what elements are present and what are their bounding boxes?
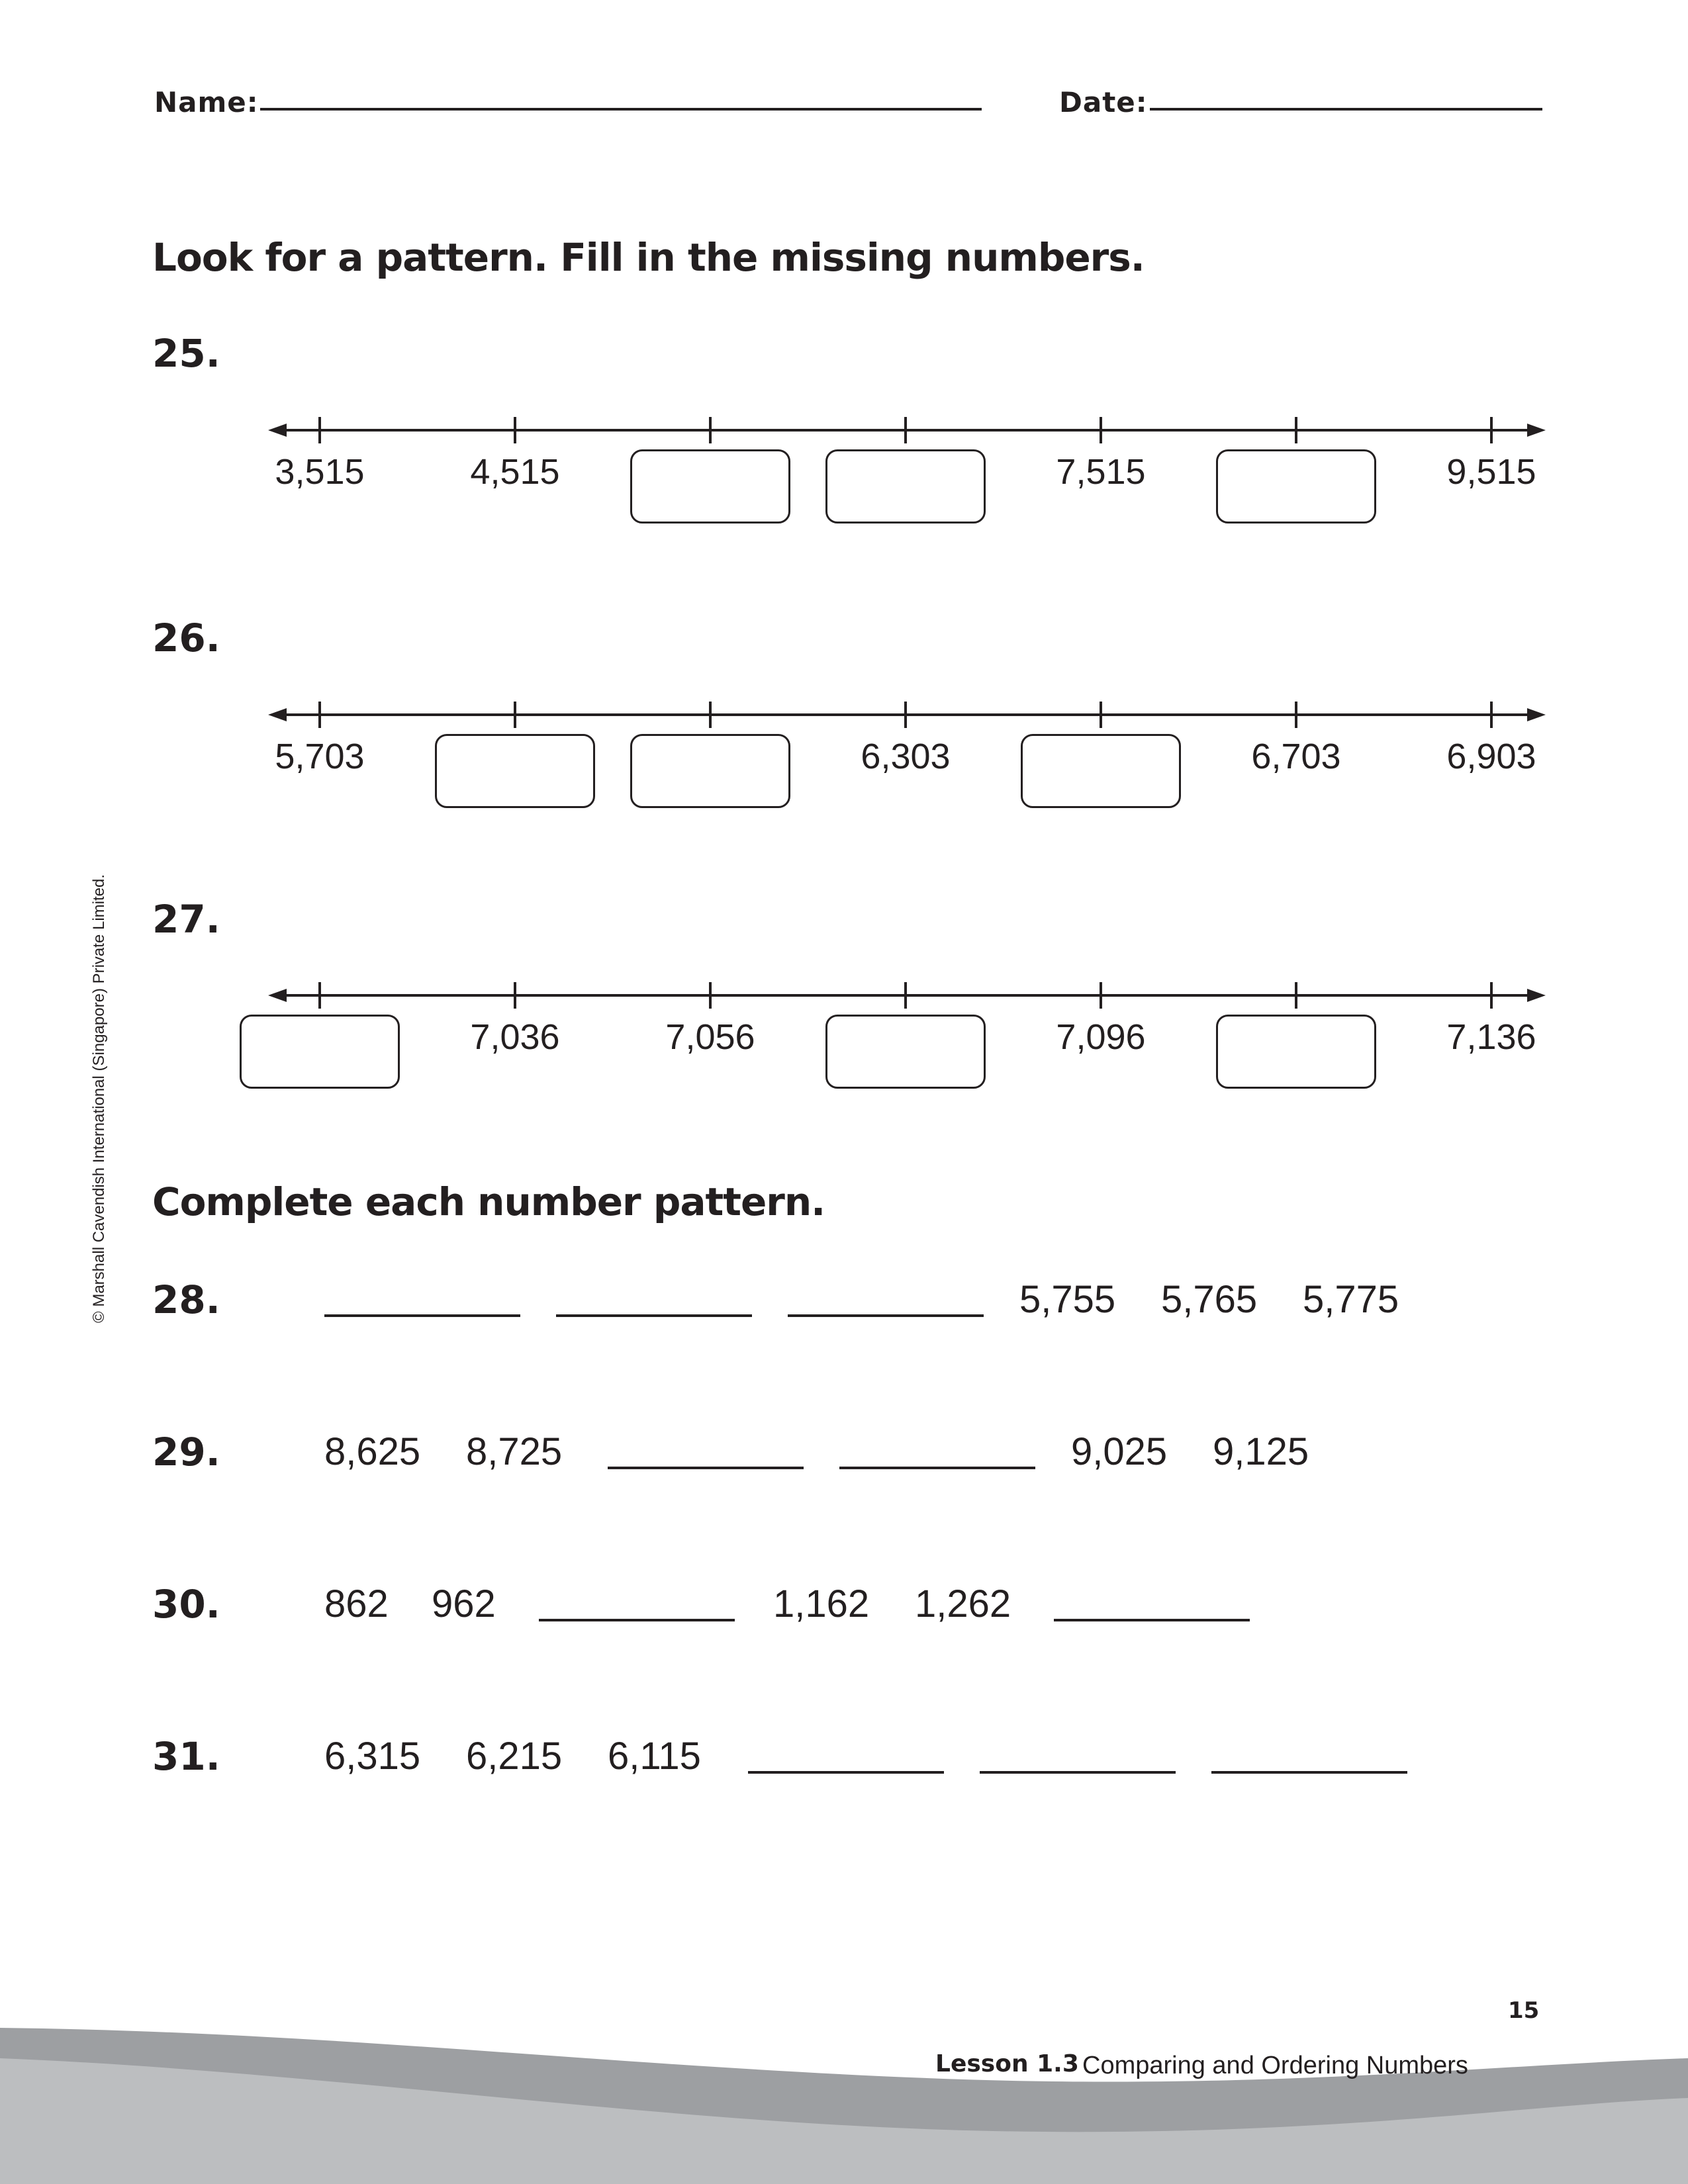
pattern-value: 9,025 xyxy=(1071,1430,1168,1473)
number-line-axis xyxy=(268,702,1546,728)
answer-blank[interactable] xyxy=(608,1467,804,1469)
answer-box[interactable] xyxy=(630,449,790,523)
footer-wave-decoration xyxy=(0,2005,1688,2184)
problem-27-number: 27. xyxy=(152,897,220,942)
pattern-value: 962 xyxy=(432,1582,496,1625)
date-field[interactable] xyxy=(1150,108,1542,111)
number-line-26 xyxy=(268,702,1546,860)
problem-31-number: 31. xyxy=(152,1734,220,1779)
number-line-25 xyxy=(268,417,1546,576)
answer-blank[interactable] xyxy=(324,1314,520,1317)
tick-label: 7,515 xyxy=(1056,452,1146,492)
tick-label: 7,036 xyxy=(470,1017,560,1057)
number-line-axis xyxy=(268,417,1546,443)
number-line-axis xyxy=(268,982,1546,1009)
copyright-notice: © Marshall Cavendish International (Singapore) Private Limited. xyxy=(90,874,108,1324)
problem-30-number: 30. xyxy=(152,1582,220,1627)
footer-title: Comparing and Ordering Numbers xyxy=(1082,2052,1468,2079)
pattern-row-29 xyxy=(0,1430,1688,1496)
answer-blank[interactable] xyxy=(980,1771,1176,1774)
tick-label: 7,096 xyxy=(1056,1017,1146,1057)
answer-box[interactable] xyxy=(1021,734,1181,808)
answer-blank[interactable] xyxy=(748,1771,944,1774)
pattern-value: 6,115 xyxy=(608,1735,701,1778)
page-number: 15 xyxy=(1508,1997,1540,2024)
answer-box[interactable] xyxy=(825,1015,986,1089)
answer-blank[interactable] xyxy=(788,1314,984,1317)
tick-label: 6,303 xyxy=(861,737,951,776)
number-line-27 xyxy=(268,982,1546,1141)
tick-label: 6,903 xyxy=(1446,737,1536,776)
tick-label: 6,703 xyxy=(1251,737,1341,776)
tick-label: 9,515 xyxy=(1446,452,1536,492)
answer-box[interactable] xyxy=(630,734,790,808)
tick-label: 7,056 xyxy=(665,1017,755,1057)
pattern-value: 8,625 xyxy=(324,1430,421,1473)
problem-28-number: 28. xyxy=(152,1277,220,1322)
tick-label: 7,136 xyxy=(1446,1017,1536,1057)
answer-blank[interactable] xyxy=(539,1619,735,1621)
pattern-value: 5,765 xyxy=(1161,1278,1258,1321)
answer-box[interactable] xyxy=(1216,449,1376,523)
pattern-value: 5,755 xyxy=(1019,1278,1116,1321)
problem-29-number: 29. xyxy=(152,1430,220,1475)
answer-box[interactable] xyxy=(240,1015,400,1089)
pattern-value: 1,162 xyxy=(773,1582,870,1625)
pattern-value: 5,775 xyxy=(1303,1278,1399,1321)
tick-label: 5,703 xyxy=(275,737,365,776)
pattern-value: 6,315 xyxy=(324,1735,421,1778)
answer-blank[interactable] xyxy=(839,1467,1035,1469)
answer-blank[interactable] xyxy=(1211,1771,1407,1774)
pattern-value: 8,725 xyxy=(466,1430,563,1473)
section2-heading: Complete each number pattern. xyxy=(152,1179,825,1224)
name-label: Name: xyxy=(154,86,259,118)
pattern-row-28 xyxy=(0,1277,1688,1343)
problem-25-number: 25. xyxy=(152,331,220,376)
section1-heading: Look for a pattern. Fill in the missing numbers. xyxy=(152,235,1145,280)
date-label: Date: xyxy=(1059,86,1148,118)
problem-26-number: 26. xyxy=(152,615,220,660)
pattern-value: 9,125 xyxy=(1213,1430,1309,1473)
answer-box[interactable] xyxy=(435,734,595,808)
tick-label: 4,515 xyxy=(470,452,560,492)
answer-blank[interactable] xyxy=(1054,1619,1250,1621)
tick-label: 3,515 xyxy=(275,452,365,492)
name-field[interactable] xyxy=(260,108,982,111)
pattern-value: 1,262 xyxy=(915,1582,1011,1625)
pattern-value: 6,215 xyxy=(466,1735,563,1778)
answer-box[interactable] xyxy=(825,449,986,523)
pattern-value: 862 xyxy=(324,1582,389,1625)
pattern-row-30 xyxy=(0,1582,1688,1648)
answer-blank[interactable] xyxy=(556,1314,752,1317)
answer-box[interactable] xyxy=(1216,1015,1376,1089)
pattern-row-31 xyxy=(0,1734,1688,1800)
footer-lesson: Lesson 1.3 xyxy=(935,2050,1079,2077)
